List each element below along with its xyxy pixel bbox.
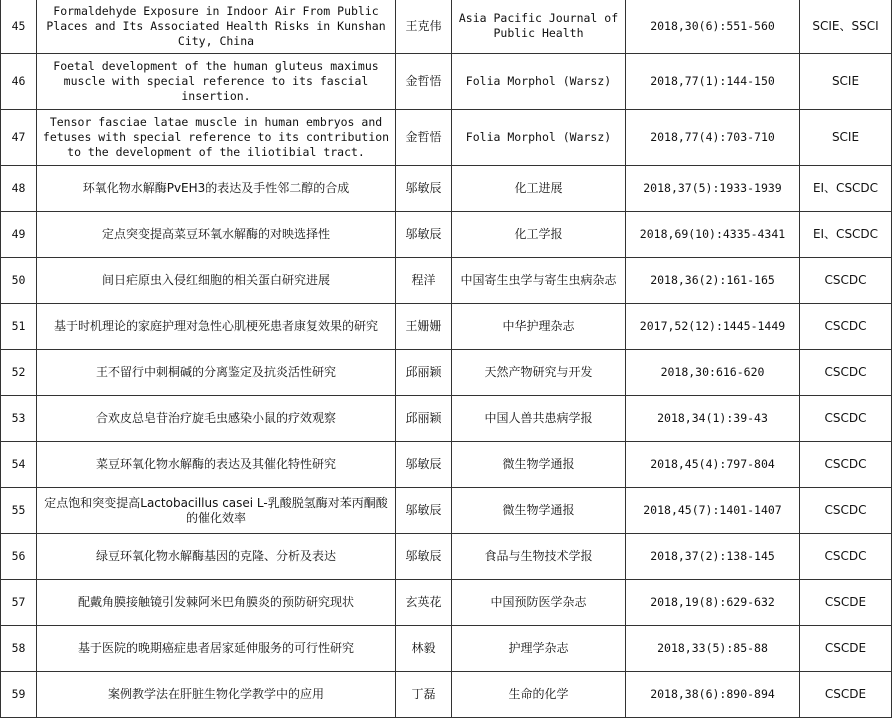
- row-number-cell: 47: [1, 110, 37, 166]
- index-cell: EI、CSCDC: [800, 212, 892, 258]
- journal-cell: 中华护理杂志: [452, 304, 626, 350]
- row-number-cell: 51: [1, 304, 37, 350]
- index-cell: CSCDC: [800, 304, 892, 350]
- journal-cell: 化工学报: [452, 212, 626, 258]
- journal-cell: 生命的化学: [452, 672, 626, 718]
- index-cell: CSCDC: [800, 396, 892, 442]
- paper-title-cell: 绿豆环氧化物水解酶基因的克隆、分析及表达: [37, 534, 396, 580]
- index-cell: CSCDC: [800, 488, 892, 534]
- row-number-cell: 55: [1, 488, 37, 534]
- row-number-cell: 45: [1, 0, 37, 54]
- table-row: [1, 258, 892, 304]
- row-number-cell: 58: [1, 626, 37, 672]
- row-number-cell: 46: [1, 54, 37, 110]
- journal-cell: 中国寄生虫学与寄生虫病杂志: [452, 258, 626, 304]
- citation-cell: 2018,37(2):138-145: [626, 534, 800, 580]
- citation-cell: 2018,77(4):703-710: [626, 110, 800, 166]
- journal-cell: 微生物学通报: [452, 442, 626, 488]
- author-cell: 玄英花: [396, 580, 452, 626]
- paper-title-cell: 王不留行中刺桐碱的分离鉴定及抗炎活性研究: [37, 350, 396, 396]
- citation-cell: 2018,33(5):85-88: [626, 626, 800, 672]
- paper-title-cell: 基于医院的晚期癌症患者居家延伸服务的可行性研究: [37, 626, 396, 672]
- journal-cell: Asia Pacific Journal of Public Health: [452, 0, 626, 54]
- row-number-cell: 53: [1, 396, 37, 442]
- citation-cell: 2018,69(10):4335-4341: [626, 212, 800, 258]
- citation-cell: 2018,45(4):797-804: [626, 442, 800, 488]
- table-row: [1, 166, 892, 212]
- index-cell: CSCDE: [800, 626, 892, 672]
- paper-title-cell: 合欢皮总皂苷治疗旋毛虫感染小鼠的疗效观察: [37, 396, 396, 442]
- citation-cell: 2017,52(12):1445-1449: [626, 304, 800, 350]
- journal-cell: 天然产物研究与开发: [452, 350, 626, 396]
- journal-cell: Folia Morphol (Warsz): [452, 110, 626, 166]
- table-row: [1, 110, 892, 166]
- author-cell: 丁磊: [396, 672, 452, 718]
- index-cell: EI、CSCDC: [800, 166, 892, 212]
- citation-cell: 2018,30:616-620: [626, 350, 800, 396]
- author-cell: 邬敏辰: [396, 488, 452, 534]
- paper-title-cell: 基于时机理论的家庭护理对急性心肌梗死患者康复效果的研究: [37, 304, 396, 350]
- journal-cell: 食品与生物技术学报: [452, 534, 626, 580]
- paper-title-cell: Tensor fasciae latae muscle in human embryos and fetuses with special reference to its contribution to the development of the iliotibial tract.: [37, 110, 396, 166]
- table-row: [1, 442, 892, 488]
- citation-cell: 2018,19(8):629-632: [626, 580, 800, 626]
- paper-title-cell: 配戴角膜接触镜引发棘阿米巴角膜炎的预防研究现状: [37, 580, 396, 626]
- index-cell: CSCDE: [800, 580, 892, 626]
- row-number-cell: 49: [1, 212, 37, 258]
- journal-cell: 护理学杂志: [452, 626, 626, 672]
- author-cell: 邬敏辰: [396, 534, 452, 580]
- author-cell: 邬敏辰: [396, 442, 452, 488]
- journal-cell: 中国人兽共患病学报: [452, 396, 626, 442]
- paper-title-cell: 案例教学法在肝脏生物化学教学中的应用: [37, 672, 396, 718]
- table-row: [1, 626, 892, 672]
- row-number-cell: 56: [1, 534, 37, 580]
- author-cell: 王姗姗: [396, 304, 452, 350]
- paper-title-cell: 定点突变提高菜豆环氧水解酶的对映选择性: [37, 212, 396, 258]
- index-cell: CSCDC: [800, 258, 892, 304]
- author-cell: 邬敏辰: [396, 166, 452, 212]
- table-row: [1, 396, 892, 442]
- author-cell: 王克伟: [396, 0, 452, 54]
- citation-cell: 2018,77(1):144-150: [626, 54, 800, 110]
- citation-cell: 2018,34(1):39-43: [626, 396, 800, 442]
- paper-title-cell: 环氧化物水解酶PvEH3的表达及手性邻二醇的合成: [37, 166, 396, 212]
- author-cell: 林毅: [396, 626, 452, 672]
- journal-cell: 化工进展: [452, 166, 626, 212]
- author-cell: 金哲悟: [396, 54, 452, 110]
- citation-cell: 2018,38(6):890-894: [626, 672, 800, 718]
- citation-cell: 2018,36(2):161-165: [626, 258, 800, 304]
- citation-cell: 2018,30(6):551-560: [626, 0, 800, 54]
- index-cell: SCIE、SSCI: [800, 0, 892, 54]
- table-row: [1, 488, 892, 534]
- journal-cell: 微生物学通报: [452, 488, 626, 534]
- paper-title-cell: 间日疟原虫入侵红细胞的相关蛋白研究进展: [37, 258, 396, 304]
- table-row: [1, 0, 892, 54]
- index-cell: CSCDC: [800, 350, 892, 396]
- author-cell: 邬敏辰: [396, 212, 452, 258]
- paper-title-cell: Foetal development of the human gluteus maximus muscle with special reference to its fascial insertion.: [37, 54, 396, 110]
- row-number-cell: 50: [1, 258, 37, 304]
- journal-cell: 中国预防医学杂志: [452, 580, 626, 626]
- index-cell: CSCDE: [800, 672, 892, 718]
- journal-cell: Folia Morphol (Warsz): [452, 54, 626, 110]
- table-row: [1, 54, 892, 110]
- index-cell: CSCDC: [800, 534, 892, 580]
- row-number-cell: 54: [1, 442, 37, 488]
- row-number-cell: 48: [1, 166, 37, 212]
- paper-title-cell: 菜豆环氧化物水解酶的表达及其催化特性研究: [37, 442, 396, 488]
- index-cell: SCIE: [800, 54, 892, 110]
- author-cell: 金哲悟: [396, 110, 452, 166]
- table-row: [1, 304, 892, 350]
- citation-cell: 2018,37(5):1933-1939: [626, 166, 800, 212]
- paper-title-cell: 定点饱和突变提高Lactobacillus casei L-乳酸脱氢酶对苯丙酮酸的催化效率: [37, 488, 396, 534]
- table-row: [1, 580, 892, 626]
- table-row: [1, 534, 892, 580]
- publication-table-body: [1, 0, 892, 718]
- citation-cell: 2018,45(7):1401-1407: [626, 488, 800, 534]
- index-cell: CSCDC: [800, 442, 892, 488]
- row-number-cell: 52: [1, 350, 37, 396]
- paper-title-cell: Formaldehyde Exposure in Indoor Air From Public Places and Its Associated Health Risks in Kunshan City, China: [37, 0, 396, 54]
- row-number-cell: 59: [1, 672, 37, 718]
- index-cell: SCIE: [800, 110, 892, 166]
- table-row: [1, 212, 892, 258]
- table-row: [1, 350, 892, 396]
- author-cell: 邱丽颖: [396, 350, 452, 396]
- author-cell: 程洋: [396, 258, 452, 304]
- author-cell: 邱丽颖: [396, 396, 452, 442]
- row-number-cell: 57: [1, 580, 37, 626]
- table-row: [1, 672, 892, 718]
